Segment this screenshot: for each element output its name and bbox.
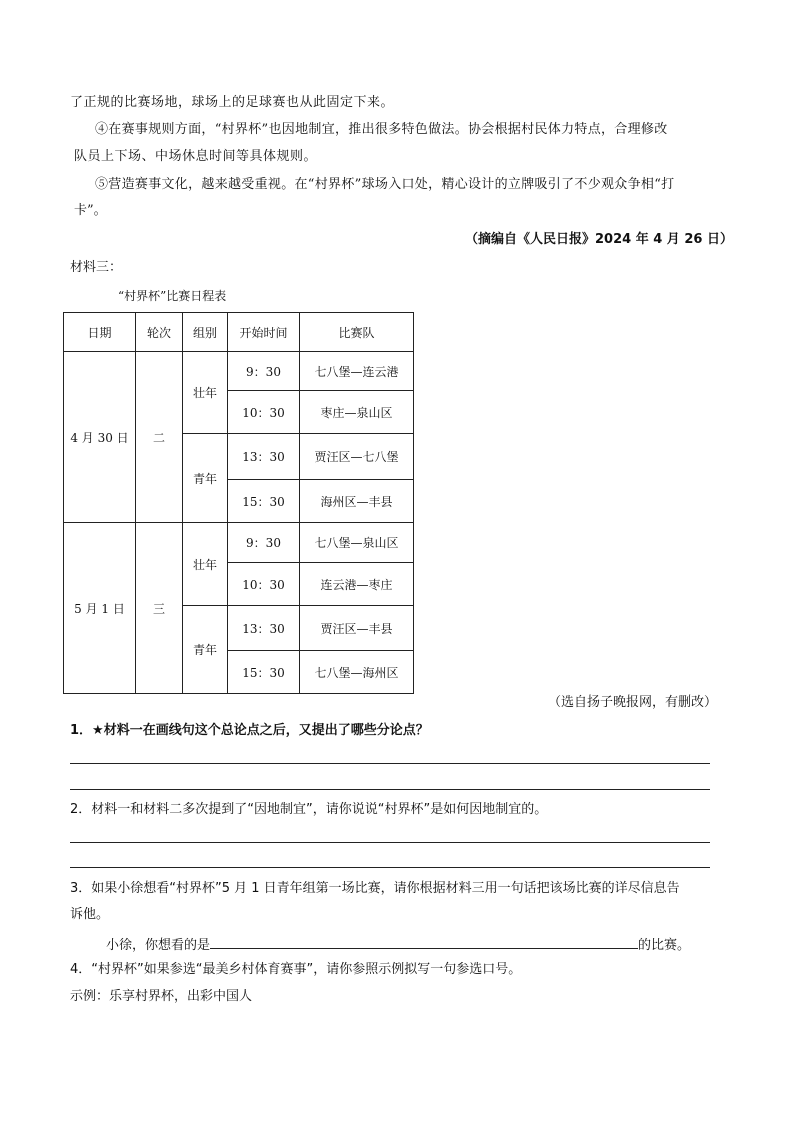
round-cell: 三 (136, 523, 183, 694)
time-cell: 13：30 (228, 434, 300, 480)
time-cell: 15：30 (228, 651, 300, 694)
answer-line[interactable] (70, 867, 710, 868)
answer-suffix: 的比赛。 (638, 938, 691, 953)
passage-paragraph-4-cont: 队员上下场、中场休息时间等具体规则。 (74, 149, 318, 164)
teams-cell: 七八堡—海州区 (300, 651, 414, 694)
time-cell: 9：30 (228, 352, 300, 391)
answer-line[interactable] (70, 763, 710, 764)
passage-line: 了正规的比赛场地，球场上的足球赛也从此固定下来。 (70, 95, 395, 110)
header-start-time: 开始时间 (228, 313, 300, 352)
question-1: 1．★材料一在画线句这个总论点之后，又提出了哪些分论点？ (70, 723, 429, 738)
question-3: 3．如果小徐想看“村界杯”5 月 1 日青年组第一场比赛，请你根据材料三用一句话把该场比赛的详尽信息告 (70, 881, 680, 896)
material-heading: 材料三： (70, 260, 123, 275)
header-round: 轮次 (136, 313, 183, 352)
teams-cell: 贾汪区—七八堡 (300, 434, 414, 480)
question-4-example: 示例：乐享村界杯，出彩中国人 (70, 989, 253, 1004)
time-cell: 10：30 (228, 563, 300, 606)
date-cell: 5 月 1 日 (64, 523, 136, 694)
group-cell: 壮年 (183, 523, 228, 606)
round-cell: 二 (136, 352, 183, 523)
time-cell: 13：30 (228, 606, 300, 651)
answer-line[interactable] (70, 842, 710, 843)
passage-paragraph-4: ④在赛事规则方面，“村界杯”也因地制宜，推出很多特色做法。协会根据村民体力特点，合理修改 (95, 122, 668, 137)
answer-line[interactable] (70, 789, 710, 790)
group-cell: 壮年 (183, 352, 228, 434)
teams-cell: 七八堡—泉山区 (300, 523, 414, 563)
passage-paragraph-5: ⑤营造赛事文化，越来越受重视。在“村界杯”球场入口处，精心设计的立牌吸引了不少观众争相“打 (95, 177, 675, 192)
passage-paragraph-5-cont: 卡”。 (74, 203, 107, 218)
header-group: 组别 (183, 313, 228, 352)
answer-blank[interactable] (210, 933, 638, 949)
date-cell: 4 月 30 日 (64, 352, 136, 523)
question-4: 4．“村界杯”如果参选“最美乡村体育赛事”，请你参照示例拟写一句参选口号。 (70, 962, 522, 977)
question-3-cont: 诉他。 (70, 907, 110, 922)
teams-cell: 七八堡—连云港 (300, 352, 414, 391)
teams-cell: 贾汪区—丰县 (300, 606, 414, 651)
group-cell: 青年 (183, 434, 228, 523)
answer-prefix: 小徐，你想看的是 (106, 938, 211, 953)
teams-cell: 连云港—枣庄 (300, 563, 414, 606)
schedule-table (63, 312, 414, 694)
question-2: 2．材料一和材料二多次提到了“因地制宜”，请你说说“村界杯”是如何因地制宜的。 (70, 802, 548, 817)
time-cell: 15：30 (228, 480, 300, 523)
time-cell: 9：30 (228, 523, 300, 563)
table-title: “村界杯”比赛日程表 (118, 289, 227, 303)
time-cell: 10：30 (228, 391, 300, 434)
question-3-answer (106, 933, 690, 955)
source-citation: （摘编自《人民日报》2024 年 4 月 26 日） (465, 232, 733, 247)
teams-cell: 枣庄—泉山区 (300, 391, 414, 434)
header-teams: 比赛队 (300, 313, 414, 352)
teams-cell: 海州区—丰县 (300, 480, 414, 523)
group-cell: 青年 (183, 606, 228, 694)
table-source: （选自扬子晚报网，有删改） (548, 695, 718, 710)
header-date: 日期 (64, 313, 136, 352)
